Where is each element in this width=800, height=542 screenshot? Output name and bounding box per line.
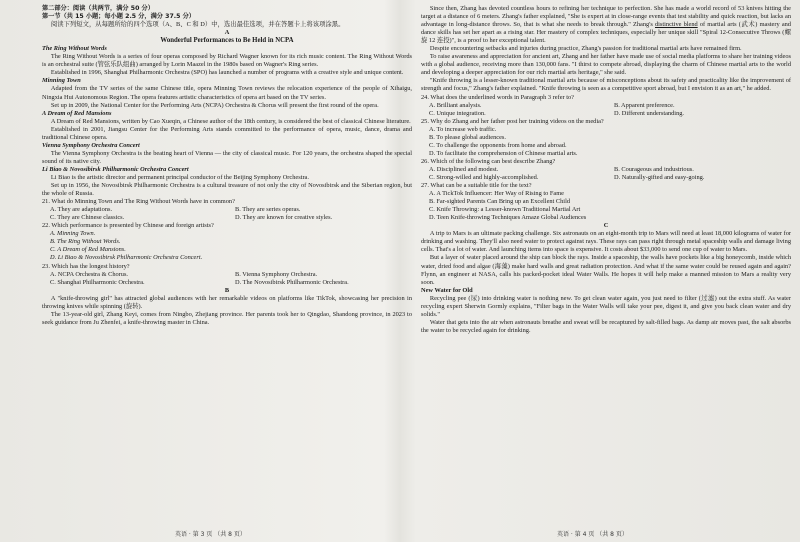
paragraph-b-3-post: of martial arts (武术) mastery and dance skills has set her apart as a rising star. Her mastery of complex techniques, especially her unique skill "Spiral 12-Consecutive Throws (螺旋 12 连投)", is a proof to her exceptional talent. — [421, 21, 791, 45]
question-25-options — [421, 126, 791, 158]
paragraph-ring-1: The Ring Without Words is a series of four operas composed by Richard Wagner known for its rich music content. The Ring Without Words is an orchestral suite (管弦乐队组曲) arranged by Lorin Maazel in the 1980s based on Wagner's Ring series. — [42, 53, 412, 69]
paragraph-c-2: But a layer of water placed around the ship can block the rays. Inside a spaceship, the walls have pockets like a big honeycomb, inside which water, dried food and algae (海藻) make hard walls and great radiation protection. And what if the same water could be reused again and again? Flynn, an engineer at NASA, calls his packed-pocket ideal Water Walls. He hopes it will help make a manned mission to Mars a reality very soon. — [421, 254, 791, 286]
question-22-options — [42, 230, 412, 262]
subheading-new-water: New Water for Old — [421, 286, 473, 294]
section-heading-vienna: Vienna Symphony Orchestra Concert — [42, 141, 140, 149]
option-26c[interactable]: C. Strong-willed and highly-accomplished. — [429, 173, 539, 181]
paragraph-li-biao-2: Set up in 1956, the Novosibirsk Philharmonic Orchestra is a cultural treasure of not only the city of Novosibirsk and the Siberian region, but the whole of Russia. — [42, 182, 412, 198]
option-27b[interactable]: B. Far-sighted Parents Can Bring up an Excellent Child — [429, 198, 570, 206]
option-27a[interactable]: A. A TickTok Influencer: Her Way of Rising to Fame — [429, 190, 564, 198]
paragraph-b-3-pre: Since then, Zhang has devoted countless hours to refining her technique to perfection. She has made a world record of 53 knives hitting the target at a distance of 6 meters. Zhang's father explained, "She is expert at in close-range events that test stability and quick reaction, but lacks an advantage in long-distance throws. So, that is what she needs to break through." Zhang's — [421, 5, 791, 29]
question-21-options — [42, 206, 412, 222]
option-22b[interactable]: B. The Ring Without Words. — [50, 238, 121, 246]
part-header: 第二部分：阅读（共两节，满分 50 分） — [42, 5, 154, 12]
question-27-options — [421, 190, 791, 222]
paragraph-c-3: Recycling pee (尿) into drinking water is nothing new. To get clean water again, you just need to filter (过滤) out the extra stuff. As water recycling expert Sherwin Gormly explains, "Filter bags in the Water Walls will take your pee, digest it, and give you back clean water and dry solids." — [421, 294, 791, 318]
page-3-footer: 英语 · 第 3 页 （共 8 页） — [175, 531, 246, 538]
option-26b[interactable]: B. Courageous and industrious. — [614, 165, 694, 173]
question-22: 22. Which performance is presented by Chinese and foreign artists? — [42, 222, 214, 230]
option-25b[interactable]: B. To please global audiences. — [429, 133, 506, 141]
question-25: 25. Why do Zhang and her father post her training videos on the media? — [421, 117, 604, 125]
option-24a[interactable]: A. Brilliant analysis. — [429, 101, 482, 109]
page-3-column — [42, 5, 412, 327]
section-heading-red-mansions: A Dream of Red Mansions — [42, 109, 112, 117]
section-heading-ring: The Ring Without Words — [42, 45, 107, 53]
paragraph-c-1: A trip to Mars is an ultimate packing challenge. Six astronauts on an eight-month trip to Mars will need at least 18,000 kilograms of water for drinking and washing. They'll also need water to protect against rays. These rays can pass right through metal spaceship walls and damage living cells. That's a lot of water. And launching items into space is expensive. It costs about $33,000 to send one cup of water to Mars. — [421, 230, 791, 254]
passage-c-letter: C — [603, 222, 609, 230]
option-27c[interactable]: C. Knife Throwing: a Lesser-known Traditional Martial Art — [429, 206, 581, 214]
question-24: 24. What does the underlined words in Paragraph 3 refer to? — [421, 93, 574, 101]
page-4-footer: 英语 · 第 4 页 （共 8 页） — [557, 531, 628, 538]
paragraph-c-4: Water that gets into the air when astronauts breathe and sweat will be recaptured by salt-filled bags. As damp air moves past, the salt absorbs the water to be recycled again for drinking. — [421, 318, 791, 334]
question-27: 27. What can be a suitable title for the text? — [421, 182, 532, 190]
question-23: 23. Which has the longest history? — [42, 262, 130, 270]
option-23a[interactable]: A. NCPA Orchestra & Chorus. — [50, 270, 129, 278]
option-22c[interactable]: C. A Dream of Red Mansions. — [50, 246, 126, 254]
question-26-options — [421, 166, 791, 182]
option-24d[interactable]: D. Different understanding. — [614, 109, 684, 117]
question-21: 21. What do Minning Town and The Ring Without Words have in common? — [42, 198, 235, 206]
option-24c[interactable]: C. Unique integration. — [429, 109, 486, 117]
question-24-options — [421, 102, 791, 118]
paragraph-li-biao-1: Li Biao is the artistic director and permanent principal conductor of the Beijing Symphony Orchestra. — [50, 173, 309, 181]
paragraph-ring-2: Established in 1996, Shanghai Philharmonic Orchestra (SPO) has launched a number of programs with a creative style and unique content. — [50, 69, 404, 77]
section-header: 第一节（共 15 小题；每小题 2.5 分，满分 37.5 分） — [42, 13, 195, 21]
section-heading-li-biao: Li Biao & Novosibirsk Philharmonic Orchestra Concert — [42, 165, 189, 173]
question-23-options — [42, 271, 412, 287]
paragraph-b-2: The 13-year-old girl, Zhang Keyi, comes from Ningbo, Zhejiang province. Her parents took her to Qingdao, Shandong province, in 2023 to seek guidance from Ju Zhenfei, a knife-throwing master in China. — [42, 310, 412, 326]
option-23d[interactable]: D. The Novosibirsk Philharmonic Orchestra. — [235, 278, 349, 286]
underlined-words: distinctive blend — [655, 21, 698, 29]
option-26a[interactable]: A. Disciplined and modest. — [429, 165, 499, 173]
passage-b-letter: B — [224, 286, 230, 294]
option-27d[interactable]: D. Teen Knife-throwing Techniques Amaze Global Audiences — [429, 214, 587, 222]
option-26d[interactable]: D. Naturally-gifted and easy-going. — [614, 173, 705, 181]
question-26: 26. Which of the following can best describe Zhang? — [421, 157, 556, 165]
option-22a[interactable]: A. Minning Town. — [50, 230, 96, 238]
paragraph-b-4: Despite encountering setbacks and injuries during practice, Zhang's passion for traditional martial arts have remained firm. — [429, 45, 742, 53]
paragraph-b-6: "Knife throwing is a lesser-known traditional martial arts because of misconceptions about its safety and practicality like the improvement of strength and focus," Zhang's father explained. "Knife throwing is seen as a competitive sport abroad, but I envision it as an art," he added. — [421, 77, 791, 93]
paragraph-b-3 — [421, 5, 791, 45]
paragraph-red-mansions-1: A Dream of Red Mansions, written by Cao Xueqin, a Chinese author of the 18th century, is considered the best of classical Chinese literature. — [50, 117, 411, 125]
paragraph-b-1: A "knife-throwing girl" has attracted global audiences with her remarkable videos on platforms like TikTok, showcasing her precision in throwing knives while spinning (旋转). — [42, 294, 412, 310]
option-21d[interactable]: D. They are known for creative styles. — [235, 214, 333, 222]
passage-a-letter: A — [224, 29, 230, 37]
paragraph-minning-2: Set up in 2009, the National Center for the Performing Arts (NCPA) Orchestra & Chorus will present the first round of the opera. — [50, 101, 379, 109]
option-25d[interactable]: D. To facilitate the comprehension of Chinese martial arts. — [429, 149, 578, 157]
section-heading-minning: Minning Town — [42, 77, 81, 85]
paragraph-minning-1: Adapted from the TV series of the same Chinese title, opera Minning Town reviews the relocation experience of the people of Xihaigu, Ningxia Hui Autonomous Region. The opera features artistic characteristics of opera art based on the TV series. — [42, 85, 412, 101]
paragraph-vienna-1: The Vienna Symphony Orchestra is the beating heart of Vienna — the city of classical music. For 120 years, the orchestra shaped the special sound of its native city. — [42, 149, 412, 165]
page-4-column — [421, 5, 791, 335]
option-23c[interactable]: C. Shanghai Philharmonic Orchestra. — [50, 278, 145, 286]
option-21c[interactable]: C. They are Chinese classics. — [50, 214, 125, 222]
instructions: 阅读下列短文，从每题所给的四个选项（A、B、C 和 D）中，选出最佳选项，并在答题卡上将该项涂黑。 — [50, 21, 345, 29]
option-23b[interactable]: B. Vienna Symphony Orchestra. — [235, 270, 318, 278]
option-22d[interactable]: D. Li Biao & Novosibirsk Philharmonic Orchestra Concert. — [50, 254, 203, 262]
paragraph-red-mansions-2: Established in 2001, Jiangsu Center for the Performing Arts stands committed to the performance of opera, music, dance, drama and traditional Chinese opera. — [42, 125, 412, 141]
paragraph-b-5: To raise awareness and appreciation for ancient art, Zhang and her father have made use of social media platforms to share her training videos with a global audience, receiving more than 130,000 fans. "I thirst to compete abroad, displaying the charm of Chinese martial arts to the world and developing a deeper appreciation for our rich martial arts heritage," she said. — [421, 53, 791, 77]
option-25a[interactable]: A. To increase web traffic. — [429, 125, 497, 133]
option-25c[interactable]: C. To challenge the opponents from home and abroad. — [429, 141, 567, 149]
option-21b[interactable]: B. They are series operas. — [235, 206, 301, 214]
option-21a[interactable]: A. They are adaptations. — [50, 206, 113, 214]
option-24b[interactable]: B. Apparent preference. — [614, 101, 675, 109]
passage-a-title: Wonderful Performances to Be Held in NCPA — [160, 37, 294, 45]
